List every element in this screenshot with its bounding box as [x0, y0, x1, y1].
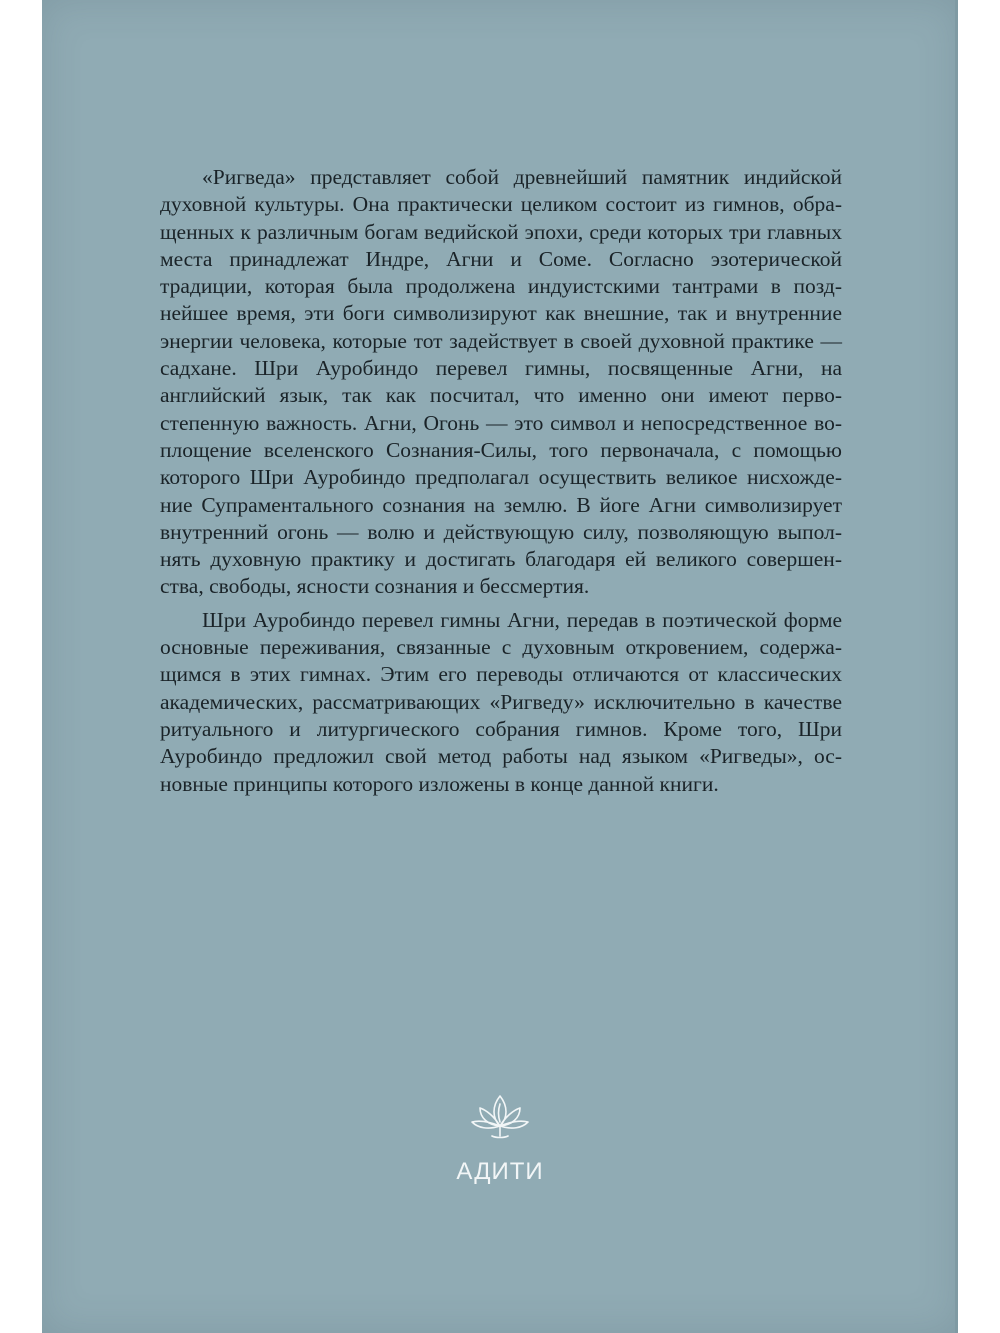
publisher-logo — [0, 1092, 1000, 1186]
annotation-text — [160, 164, 842, 798]
paragraph-1: «Ригведа» представляет собой древнейший памятник индийской духовной культуры. Она практически целиком состоит из гимнов, обращенных к различным богам ведийской эпохи, среди которых три главных места принадлежат Индре, Агни и Соме. Согласно эзотерической традиции, которая была продолжена индуистскими тантрами в позднейшее время, эти боги символизируют как внешние, так и внутренние энергии человека, которые тот задействует в своей духовной практике — садхане. Шри Ауробиндо перевел гимны, посвященные Агни, на английский язык, так как посчитал, что именно они имеют первостепенную важность. Агни, Огонь — это символ и непосредственное воплощение вселенского Сознания-Силы, того первоначала, с помощью которого Шри Ауробиндо предполагал осуществить великое нисхождение Супраментального сознания на землю. В йоге Агни символизирует внутренний огонь — волю и действующую силу, позволяющую выполнять духовную практику и достигать благодаря ей великого совершенства, свободы, ясности сознания и бессмертия. — [160, 165, 842, 599]
publisher-name: АДИТИ — [456, 1158, 544, 1185]
lotus-icon — [468, 1092, 532, 1144]
paragraph-2: Шри Ауробиндо перевел гимны Агни, передав в поэтической форме основные переживания, связанные с духовным откровением, содержащимся в этих гимнах. Этим его переводы отличаются от классических академических, рассматривающих «Ригведу» исключительно в качестве ритуального и литургического собрания гимнов. Кроме того, Шри Ауробиндо предложил свой метод работы над языком «Ригведы», основные принципы которого изложены в конце данной книги. — [160, 607, 842, 796]
